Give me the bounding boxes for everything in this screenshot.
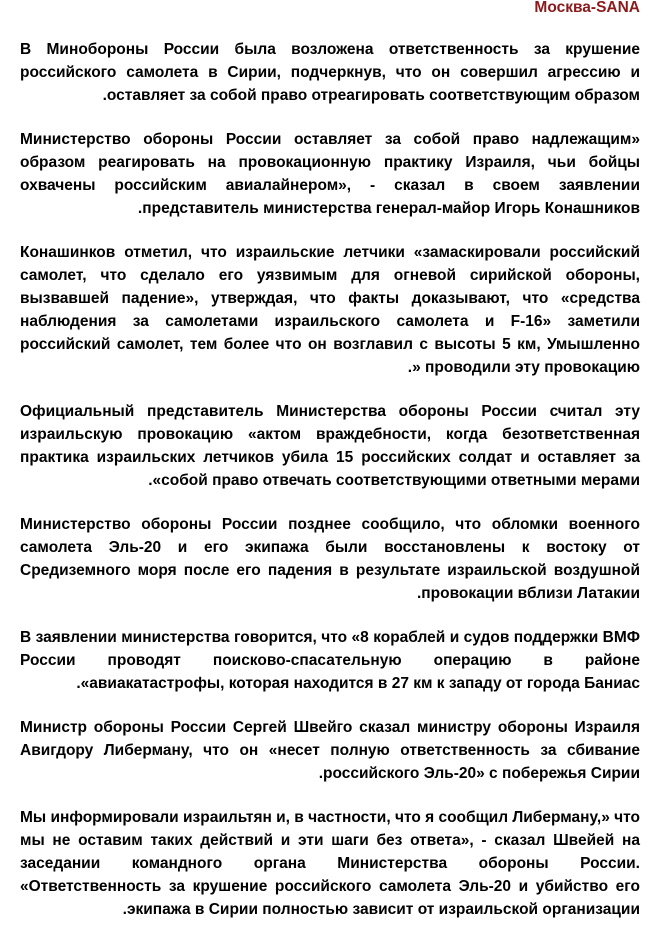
article-paragraph: Министерство обороны России позднее сообщило, что обломки военного самолета Эль-20 и его экипажа были восстановлены к востоку от Средиземного моря после его падения в результате израильской воздушной провокации вблизи Латакии.: [20, 516, 640, 602]
article-paragraph: Министерство обороны России оставляет за собой право надлежащим» образом реагировать на провокационную практику Израиля, чьи бойцы охвачены российским авиалайнером», - сказал в своем заявлении представитель министерства генерал-майор Игорь Конашников.: [20, 131, 640, 217]
article-paragraph: Мы информировали израильтян и, в частности, что я сообщил Либерману,» что мы не оставим таких действий и эти шаги без ответа», - сказал Швейей на заседании командного органа Министерства обороны России. «Ответственность за крушение российского самолета Эль-20 и убийство его экипажа в Сирии полностью зависит от израильской организации.: [20, 809, 640, 918]
article-page: [20, 0, 640, 942]
article-paragraph: Официальный представитель Министерства обороны России считал эту израильскую провокацию «актом враждебности, когда безответственная практика израильских летчиков убила 15 российских солдат и оставляет за собой право отвечать соответствующими ответными мерами».: [20, 403, 640, 489]
article-paragraph: Конашинков отметил, что израильские летчики «замаскировали российский самолет, что сделало его уязвимым для огневой сирийской обороны, вызвавшей падение», утверждая, что факты доказывают, что «средства наблюдения за самолетами израильского самолета и F-16» заметили российский самолет, тем более что он возглавил с высоты 5 км, Умышленно проводили эту провокацию «.: [20, 244, 640, 376]
article-paragraph: Министр обороны России Сергей Швейго сказал министру обороны Израиля Авигдору Либерману, что он «несет полную ответственность за сбивание российского Эль-20» с побережья Сирии.: [20, 719, 640, 782]
article-body: [20, 38, 640, 921]
dateline: Москва-SANA: [534, 0, 640, 16]
article-paragraph: В заявлении министерства говорится, что «8 кораблей и судов поддержки ВМФ России проводят поисково-спасательную операцию в районе авиакатастрофы, которая находится в 27 км к западу от города Баниас».: [20, 629, 640, 692]
article-paragraph: В Минобороны России была возложена ответственность за крушение российского самолета в Сирии, подчеркнув, что он совершил агрессию и оставляет за собой право отреагировать соответствующим образом.: [20, 41, 640, 104]
